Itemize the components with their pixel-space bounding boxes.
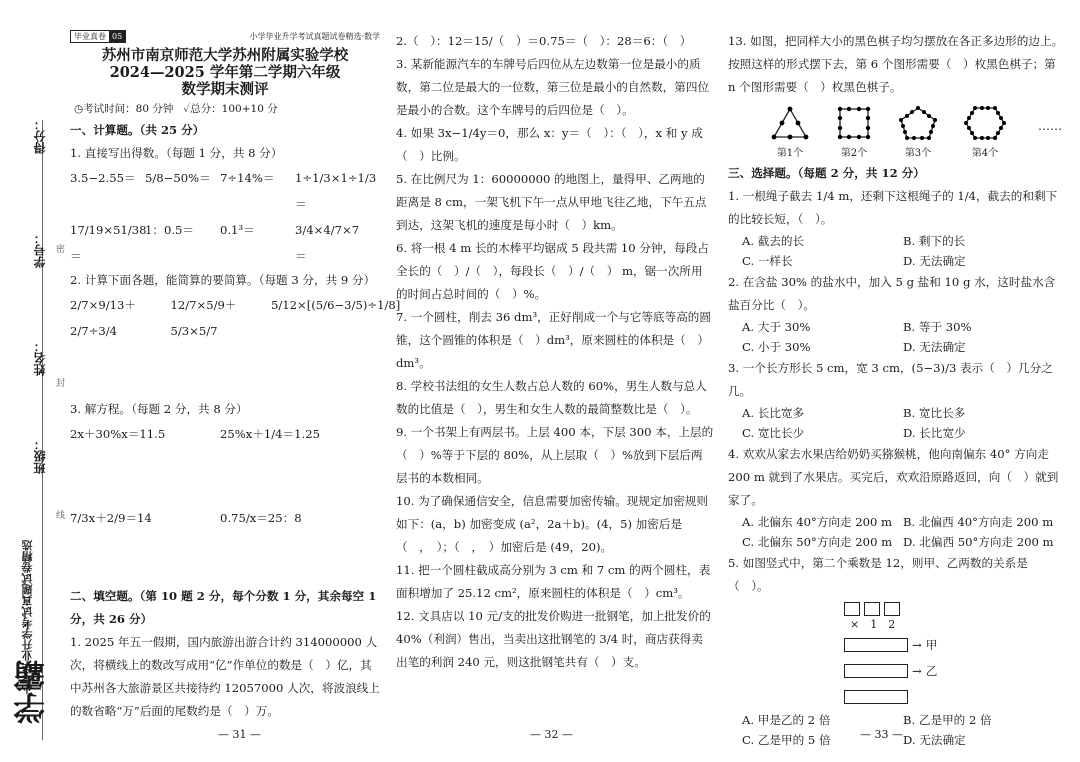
option-a[interactable]: A. 甲是乙的 2 倍 bbox=[742, 713, 831, 727]
figure-label: 第3个 bbox=[904, 148, 932, 159]
fill-question: 12. 文具店以 10 元/支的批发价购进一批钢笔，加上批发价的 40%（利润）售出，当卖出这批钢笔的 3/4 时，商店获得卖出笔的利润 240 元，则这批钢笔共有（ ）支。 bbox=[396, 609, 711, 669]
binding-gutter bbox=[0, 0, 70, 762]
check-icon: ✓ bbox=[183, 103, 191, 115]
simplify-item: 5/12×[(5/6−3/5)÷1/8] bbox=[271, 298, 401, 312]
header-top bbox=[70, 30, 380, 43]
seal-mark-feng: 封 bbox=[56, 379, 66, 389]
badge-number: 05 bbox=[109, 31, 125, 42]
exam-meta bbox=[74, 101, 380, 116]
question-direct-calc: 1. 直接写出得数。（每题 1 分，共 8 分） bbox=[70, 146, 283, 160]
brand-subtitle: 小学毕业升学考试真题试卷精选 bbox=[21, 540, 34, 694]
option-a[interactable]: A. 大于 30% bbox=[742, 320, 811, 334]
multiplication-diagram bbox=[844, 602, 1064, 704]
series-title: 小学毕业升学考试真题试卷精选·数学 bbox=[249, 32, 380, 41]
fill-question: 10. 为了确保通信安全，信息需要加密传输。现规定加密规则如下：(a，b) 加密变成 (a²，2a＋b)。(4，5) 加密后是（ ， ）；（ ， ）加密后是 (49，20)。 bbox=[396, 494, 708, 554]
option-d[interactable]: D. 长比宽少 bbox=[903, 426, 966, 440]
option-d[interactable]: D. 无法确定 bbox=[903, 733, 966, 747]
calc-row-2 bbox=[70, 217, 380, 269]
option-d[interactable]: D. 无法确定 bbox=[903, 254, 966, 268]
fill-question: 2.（ ）：12＝15/（ ）＝0.75＝（ ）：28＝6：（ ） bbox=[396, 34, 692, 48]
page-number-text: 31 bbox=[232, 728, 247, 741]
fill-question: 5. 在比例尺为 1：60000000 的地图上，量得甲、乙两地的距离是 8 cm，一架飞机下午一点从甲地飞往乙地，下午五点到达，这架飞机的速度是每小时（ ）km。 bbox=[396, 172, 707, 232]
student-id-label: 学号： bbox=[33, 232, 47, 268]
badge-label: 毕业真卷 bbox=[74, 32, 106, 41]
option-b[interactable]: B. 北偏西 40°方向走 200 m bbox=[903, 515, 1054, 529]
digit-box bbox=[844, 602, 860, 616]
yi-bar bbox=[844, 664, 908, 678]
calc-item: 7÷14%＝ bbox=[220, 171, 275, 185]
clock-icon: ◷ bbox=[74, 103, 84, 115]
hexagon-figure bbox=[964, 105, 1006, 141]
digit-box bbox=[884, 602, 900, 616]
page-number-32: — 32 — bbox=[530, 728, 573, 741]
choice-options bbox=[728, 317, 1064, 337]
section-heading-fill: 二、填空题。（第 10 题 2 分，每个分数 1 分，其余每空 1 分，共 26 分） bbox=[70, 589, 377, 626]
section-heading-calc: 一、计算题。（共 25 分） bbox=[70, 123, 205, 137]
figure-hexagon bbox=[964, 105, 1006, 159]
simplify-row bbox=[70, 292, 401, 344]
name-label: 姓名： bbox=[33, 340, 47, 376]
option-a[interactable]: A. 长比宽多 bbox=[742, 406, 805, 420]
choice-options bbox=[728, 231, 1064, 251]
fill-question-1: 1. 2025 年五一假期，国内旅游出游合计约 314000000 人次，将横线上的数改写成用“亿”作单位的数是（ ）亿，其中苏州各大旅游景区共接待约 12057000 人次，将波浪线上的数省略“万”后面的尾数约是（ ）万。 bbox=[70, 635, 380, 718]
choice-question-2: 2. 在含盐 30% 的盐水中，加入 5 g 盐和 10 g 水，这时盐水含盐百分比（ ）。 bbox=[728, 275, 1056, 312]
option-b[interactable]: B. 剩下的长 bbox=[903, 234, 966, 248]
choice-question-5: 5. 如图竖式中，第二个乘数是 12，则甲、乙两数的关系是（ ）。 bbox=[728, 556, 1028, 593]
polygon-figures bbox=[728, 105, 1064, 159]
exam-time: 考试时间：80 分钟 bbox=[83, 103, 174, 115]
option-d[interactable]: D. 北偏西 50°方向走 200 m bbox=[903, 535, 1054, 549]
question-simplify: 2. 计算下面各题，能简算的要简算。（每题 3 分，共 9 分） bbox=[70, 273, 376, 287]
pentagon-figure bbox=[898, 105, 938, 141]
option-d[interactable]: D. 无法确定 bbox=[903, 340, 966, 354]
choice-options bbox=[728, 423, 1064, 443]
calc-item: 1：0.5＝ bbox=[145, 223, 195, 237]
fill-question: 7. 一个圆柱，削去 36 dm³，正好削成一个与它等底等高的圆锥，这个圆锥的体积是（ ）dm³，原来圆柱的体积是（ ）dm³。 bbox=[396, 310, 711, 370]
page-33-column bbox=[728, 30, 1064, 750]
option-a[interactable]: A. 北偏东 40°方向走 200 m bbox=[742, 515, 893, 529]
class-label: 班级： bbox=[33, 438, 47, 474]
jia-bar bbox=[844, 638, 908, 652]
option-c[interactable]: C. 小于 30% bbox=[742, 340, 811, 354]
page-number-31: — 31 — bbox=[218, 728, 261, 741]
calc-item: 0.1³＝ bbox=[220, 223, 255, 237]
equation-item: 25%x＋1/4＝1.25 bbox=[220, 427, 320, 441]
seal-line bbox=[42, 120, 43, 740]
brand-logo bbox=[6, 540, 50, 740]
calc-row-1 bbox=[70, 165, 380, 217]
option-c[interactable]: C. 乙是甲的 5 倍 bbox=[742, 733, 831, 747]
calc-item: 3/4×4/7×7＝ bbox=[295, 223, 360, 263]
figure-label: 第4个 bbox=[971, 148, 999, 159]
seal-mark-xian: 线 bbox=[56, 511, 66, 521]
choice-options bbox=[728, 512, 1064, 532]
equation-item: 2x＋30%x＝11.5 bbox=[70, 427, 166, 441]
yi-label: 乙 bbox=[925, 664, 938, 678]
triangle-figure bbox=[770, 105, 810, 141]
figure-pentagon bbox=[898, 105, 938, 159]
jia-arrow-icon: → bbox=[912, 638, 922, 652]
page-number-text: 32 bbox=[544, 728, 559, 741]
school-line-1: 苏州市南京师范大学苏州附属实验学校 bbox=[101, 47, 349, 64]
school-line-2: 2024—2025 学年第二学期六年级 bbox=[109, 64, 341, 81]
option-a[interactable]: A. 截去的长 bbox=[742, 234, 805, 248]
choice-question-3: 3. 一个长方形长 5 cm，宽 3 cm，(5−3)/3 表示（ ）几分之几。 bbox=[728, 361, 1053, 398]
product-bar bbox=[844, 690, 908, 704]
seal-mark-mi: 密 bbox=[56, 245, 66, 255]
yi-arrow-icon: → bbox=[912, 664, 922, 678]
equation-item: 0.75/x＝25：8 bbox=[220, 511, 302, 525]
yi-row bbox=[844, 658, 1064, 684]
choice-question-1: 1. 一根绳子截去 1/4 m，还剩下这根绳子的 1/4，截去的和剩下的比较长短，（ ）。 bbox=[728, 189, 1058, 226]
question-equations: 3. 解方程。（每题 2 分，共 8 分） bbox=[70, 402, 248, 416]
school-line-3: 数学期末测评 bbox=[181, 81, 269, 98]
calc-item: 3.5−2.55＝ bbox=[70, 171, 136, 185]
figure-label: 第1个 bbox=[776, 148, 804, 159]
page-number-text: 33 bbox=[874, 728, 889, 741]
fill-question: 3. 某新能源汽车的车牌号后四位从左边数第一位是最小的质数，第二位是最大的一位数，第三位是最小的自然数，第四位是最小的合数。这个车牌号的后四位是（ ）。 bbox=[396, 57, 710, 117]
fill-question: 6. 将一根 4 m 长的木棒平均锯成 5 段共需 10 分钟，每段占全长的（ ）/（ ），每段长（ ）/（ ） m，锯一次所用的时间占总时间的（ ）%。 bbox=[396, 241, 709, 301]
exam-badge bbox=[70, 30, 126, 43]
fill-question: 11. 把一个圆柱截成高分别为 3 cm 和 7 cm 的两个圆柱，表面积增加了 25.12 cm²，原来圆柱的体积是（ ）cm³。 bbox=[396, 563, 711, 600]
exam-score: 总分：100+10 分 bbox=[190, 103, 278, 115]
figure-square bbox=[836, 105, 872, 159]
calc-item: 17/19×51/38＝ bbox=[70, 223, 147, 263]
option-b[interactable]: B. 宽比长多 bbox=[903, 406, 966, 420]
page-32-column bbox=[396, 30, 714, 674]
option-b[interactable]: B. 等于 30% bbox=[903, 320, 972, 334]
choice-options bbox=[728, 403, 1064, 423]
choice-question-4: 4. 欢欢从家去水果店给奶奶买猕猴桃，他向南偏东 40° 方向走 200 m 就到了水果店。买完后，欢欢沿原路返回，向（ ）就到家了。 bbox=[728, 447, 1059, 507]
jia-row bbox=[844, 632, 1064, 658]
calc-item: 5/8−50%＝ bbox=[145, 171, 211, 185]
choice-options bbox=[728, 710, 1064, 730]
jia-label: 甲 bbox=[925, 638, 938, 652]
square-figure bbox=[836, 105, 872, 141]
figure-label: 第2个 bbox=[840, 148, 868, 159]
equation-row-1 bbox=[70, 421, 380, 447]
option-b[interactable]: B. 乙是甲的 2 倍 bbox=[903, 713, 992, 727]
digit-boxes bbox=[844, 602, 1064, 616]
fill-question: 4. 如果 3x−1/4y＝0，那么 x：y＝（ ）：（ ），x 和 y 成（ ）比例。 bbox=[396, 126, 703, 163]
equation-row-2 bbox=[70, 505, 380, 531]
choice-options bbox=[728, 532, 1064, 552]
calc-item: 1÷1/3×1÷1/3＝ bbox=[295, 171, 377, 211]
option-c[interactable]: C. 宽比长少 bbox=[742, 426, 805, 440]
choice-options bbox=[728, 251, 1064, 271]
choice-options bbox=[728, 337, 1064, 357]
digit-box bbox=[864, 602, 880, 616]
score-label: 得分： bbox=[33, 118, 47, 154]
section-heading-choice: 三、选择题。（每题 2 分，共 12 分） bbox=[728, 166, 925, 180]
fill-question: 9. 一个书架上有两层书。上层 400 本，下层 300 本，上层的（ ）%等于下层的 80%，从上层取（ ）%放到下层后两层书的本数相同。 bbox=[396, 425, 714, 485]
page-31-column bbox=[70, 30, 401, 723]
option-c[interactable]: C. 一样长 bbox=[742, 254, 793, 268]
fill-question-13: 13. 如图，把同样大小的黑色棋子均匀摆放在各正多边形的边上。按照这样的形式摆下去，第 6 个图形需要（ ）枚黑色棋子；第 n 个图形需要（ ）枚黑色棋子。 bbox=[728, 34, 1064, 94]
simplify-item: 12/7×5/9＋5/3×5/7 bbox=[170, 298, 237, 338]
fill-question: 8. 学校书法组的女生人数占总人数的 60%，男生人数与总人数的比值是（ ），男生和女生人数的最简整数比是（ ）。 bbox=[396, 379, 707, 416]
figure-ellipsis: …… bbox=[1038, 119, 1062, 133]
page-number-33: — 33 — bbox=[860, 728, 903, 741]
figure-triangle bbox=[770, 105, 810, 159]
multiplier-row: × 1 2 bbox=[850, 618, 896, 631]
option-c[interactable]: C. 北偏东 50°方向走 200 m bbox=[742, 535, 893, 549]
brand-title: 学霸 bbox=[12, 660, 50, 724]
equation-item: 7/3x＋2/9＝14 bbox=[70, 511, 152, 525]
simplify-item: 2/7×9/13＋2/7÷3/4 bbox=[70, 298, 137, 338]
